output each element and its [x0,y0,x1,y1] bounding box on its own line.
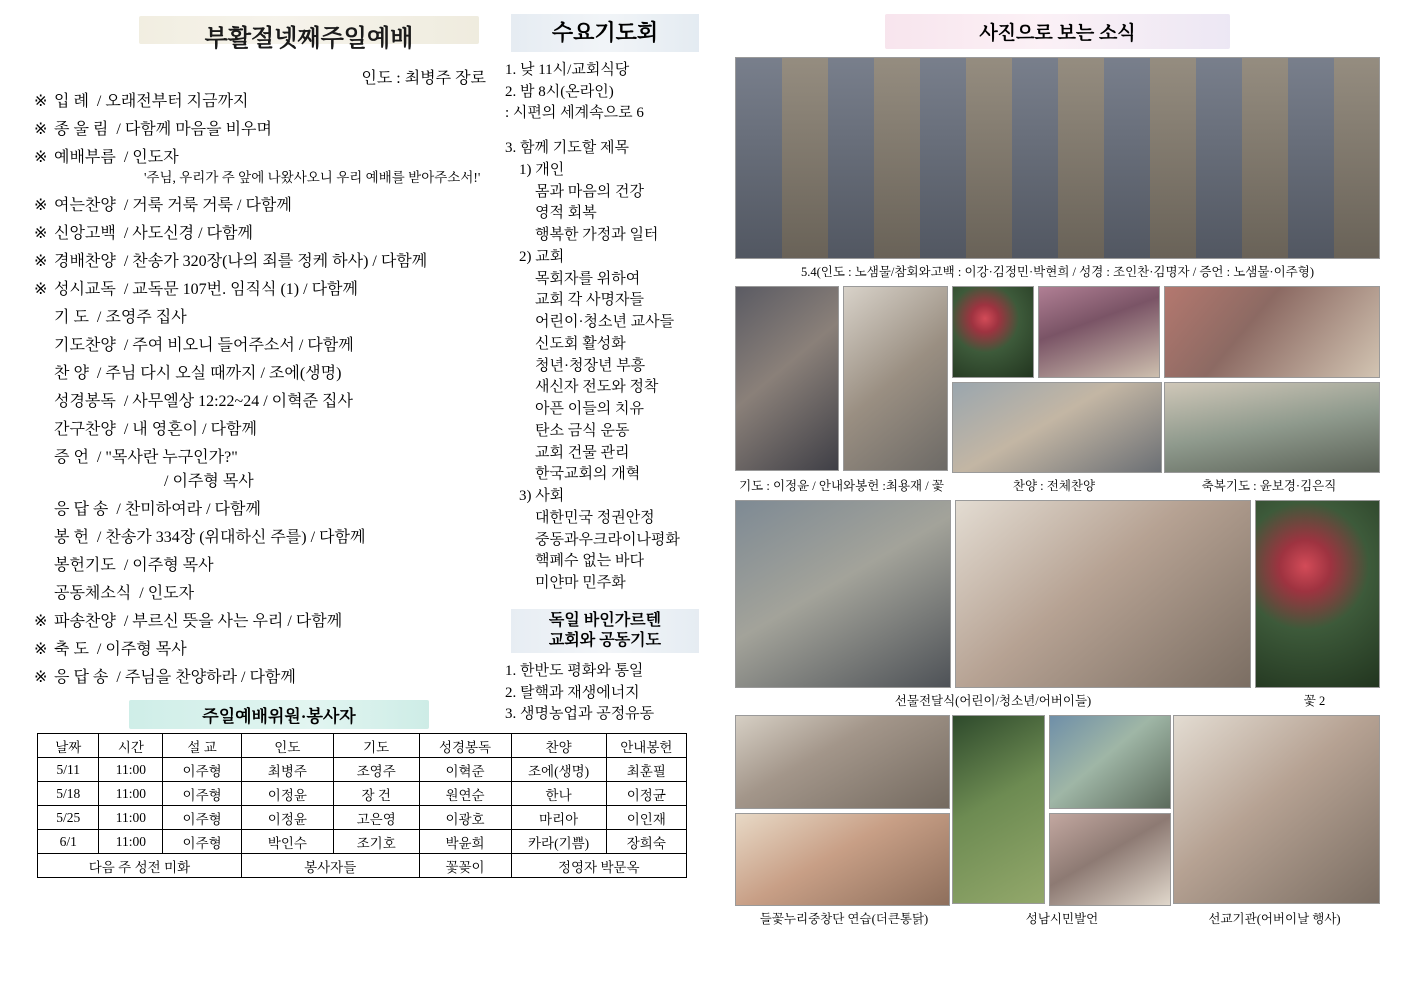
photo-group-citizen [1049,715,1169,906]
cell-date: 5/25 [38,806,99,830]
partner-pray-item: 2. 탈핵과 재생에너지 [505,684,640,701]
pray-item: 한국교회의 개혁 [535,466,641,483]
order-name: 여는찬양 [54,197,116,214]
cell-praise: 한나 [511,782,606,806]
order-name: 봉헌기도 [54,557,116,574]
caption-choir: 들꽃누리중창단 연습(더큰통닭) [759,912,929,926]
photo-gift-2 [955,500,1251,688]
photo-row-3 [735,500,1380,688]
order-value: 부르신 뜻을 사는 우리 / 다함께 [132,613,343,630]
photo-news-title: 사진으로 보는 소식 [885,14,1230,49]
order-mark: ※ [34,641,48,658]
pray-item: 교회 각 사명자들 [535,292,644,309]
pray-together-heading: 3. 함께 기도할 제목 [505,140,629,157]
table-row [38,830,687,854]
pray-item: 몸과 마음의 건강 [535,183,644,200]
cell-flower-names: 정영자 박문옥 [511,854,686,878]
prayer-time-item: 1. 낮 11시/교회식당 [505,61,630,78]
cell-leader: 이정윤 [241,782,333,806]
order-item: ※ 신앙고백 / 사도신경 / 다함께 [34,225,253,242]
order-item: ※ 성시교독 / 교독문 107번. 임직식 (1) / 다함께 [34,281,358,298]
pray-item: 아픈 이들의 치유 [535,401,644,418]
cell-date: 6/1 [38,830,99,854]
order-value: 조영주 집사 [105,309,187,326]
order-value: 다함께 마음을 비우며 [124,121,272,138]
cell-scripture: 원연순 [419,782,511,806]
order-item: ※ 경배찬양 / 찬송가 320장(나의 죄를 정케 하사) / 다함께 [34,253,428,270]
pray-item: 미얀마 민주화 [535,575,626,592]
cell-flower: 꽃꽂이 [419,854,511,878]
cell-usher: 이정균 [606,782,686,806]
cell-prayer: 장 건 [333,782,419,806]
th-prayer: 기도 [333,734,419,758]
caption-prayer: 기도 : 이정윤 / 안내와봉헌 :최용재 / 꽃 [739,479,944,493]
cell-next-week: 다음 주 성전 미화 [38,854,242,878]
order-item: 기도찬양 / 주여 비오니 들어주소서 / 다함께 [54,337,354,354]
caption-main: 5.4(인도 : 노샘물/참회와고백 : 이강·김정민·박현희 / 성경 : 조인찬·김명자 / 증언 : 노샘물·이주형) [801,265,1314,279]
photo-choir-2 [735,813,950,906]
order-value: 인도자 [147,585,195,602]
cell-leader: 최병주 [241,758,333,782]
order-name: 성경봉독 [54,393,116,410]
photo-main-worship [735,57,1380,259]
pray-item: 탄소 금식 운동 [535,422,630,439]
order-value: 교독문 107번. 임직식 (1) / 다함께 [132,281,358,298]
pray-item: 핵폐수 없는 바다 [535,553,644,570]
partner-church-heading: 독일 바인가르텐 교회와 공동기도 [505,609,705,653]
order-value: 사무엘상 12:22~24 / 이혁준 집사 [132,393,353,410]
pray-item: 대한민국 정권안정 [535,509,655,526]
order-item: 간구찬양 / 내 영혼이 / 다함께 [54,421,257,438]
photo-surface [736,58,1379,258]
order-mark: ※ [34,281,48,298]
order-item: ※ 축 도 / 이주형 목사 [34,641,187,658]
cell-prayer: 조기호 [333,830,419,854]
duty-table-title: 주일예배위원·봉사자 [129,700,429,729]
photo-group-choir [735,715,948,906]
worship-leader: 인도 : 최병주 장로 [361,70,486,87]
order-mark: ※ [34,197,48,214]
photo-choir-1 [735,715,950,809]
order-name: 찬 양 [54,365,89,382]
call-to-worship-quote: '주님, 우리가 주 앞에 나왔사오니 우리 예배를 받아주소서!' [144,170,481,185]
order-name: 종 울 림 [54,121,109,138]
caption-mission: 선교기관(어버이날 행사) [1208,912,1341,926]
photo-mission-agency [1173,715,1380,904]
pray-item: 청년·청장년 부흥 [535,357,646,374]
duty-table [37,733,687,878]
cell-leader: 박인수 [241,830,333,854]
order-item: 증 언 / "목사란 누구인가?" [54,449,238,466]
caption-citizen: 성남시민발언 [1025,912,1099,926]
cell-sermon: 이주형 [163,830,241,854]
photo-gift-1 [735,500,951,688]
order-item: ※ 예배부름 / 인도자 [34,149,179,166]
cell-date: 5/11 [38,758,99,782]
pray-item: 신도회 활성화 [535,335,626,352]
order-value: 내 영혼이 / 다함께 [132,421,257,438]
table-footer-row [38,854,687,878]
photo-news-column [735,14,1380,927]
th-usher: 안내봉헌 [606,734,686,758]
cell-time: 11:00 [99,830,163,854]
prayer-time-item: 2. 밤 8시(온라인) [505,83,614,100]
cell-sermon: 이주형 [163,758,241,782]
pray-item: 중동과우크라이나평화 [535,531,680,548]
order-name: 공동체소식 [54,585,132,602]
pray-item: 새신자 전도와 정착 [535,379,659,396]
cell-leader: 이정윤 [241,806,333,830]
order-name: 기 도 [54,309,89,326]
order-value: 사도신경 / 다함께 [132,225,253,242]
pray-item: 목회자를 위하여 [535,270,641,287]
photo-citizen-speech-3 [1049,813,1171,906]
worship-title: 부활절넷째주일예배 [139,14,479,55]
table-row [38,782,687,806]
order-value: 이주형 목사 [172,473,254,490]
cell-prayer: 조영주 [333,758,419,782]
order-mark: ※ [34,669,48,686]
caption-gift: 선물전달식(어린이/청소년/어버이들) [894,694,1092,708]
order-name: 축 도 [54,641,89,658]
photo-praise-2 [952,382,1162,473]
cell-date: 5/18 [38,782,99,806]
order-item: 기 도 / 조영주 집사 [54,309,187,326]
photo-group-prayer [735,286,948,473]
order-item: ※ 입 례 / 오래전부터 지금까지 [34,93,249,110]
order-value: 거룩 거룩 거룩 / 다함께 [132,197,292,214]
order-item: ※ 응 답 송 / 주님을 찬양하라 / 다함께 [34,669,296,686]
order-item: ※ 여는찬양 / 거룩 거룩 거룩 / 다함께 [34,197,292,214]
th-time: 시간 [99,734,163,758]
photo-prayer-2 [843,286,948,471]
photo-row-4 [735,715,1380,906]
pray-item: 교회 건물 관리 [535,444,630,461]
spacer [505,125,705,138]
order-item-preacher: / 이주형 목사 [164,473,254,490]
order-item: 봉헌기도 / 이주형 목사 [54,557,214,574]
cell-prayer: 고은영 [333,806,419,830]
order-value: 주님 다시 오실 때까지 / 조에(생명) [105,365,342,382]
order-mark: ※ [34,93,48,110]
order-mark: ※ [34,253,48,270]
wednesday-prayer-heading: 수요기도회 [505,14,705,52]
photo-blessing-2 [1164,382,1380,473]
cell-scripture: 박윤희 [419,830,511,854]
order-name: 신앙고백 [54,225,116,242]
cell-praise: 마리아 [511,806,606,830]
order-item: 찬 양 / 주님 다시 오실 때까지 / 조에(생명) [54,365,342,382]
photo-row-2 [735,286,1380,473]
cell-time: 11:00 [99,806,163,830]
cell-usher: 최훈필 [606,758,686,782]
cell-time: 11:00 [99,782,163,806]
caption-row-3 [735,691,1380,709]
prayer-meeting-column [505,14,705,726]
order-value: 이주형 목사 [105,641,187,658]
order-value: "목사란 누구인가?" [105,449,238,466]
order-item: 봉 헌 / 찬송가 334장 (위대하신 주를) / 다함께 [54,529,366,546]
photo-citizen-speech-1 [952,715,1045,904]
cell-scripture: 이혁준 [419,758,511,782]
order-name: 간구찬양 [54,421,116,438]
order-item: ※ 파송찬양 / 부르신 뜻을 사는 우리 / 다함께 [34,613,343,630]
pray-item: 어린이·청소년 교사들 [535,314,675,331]
order-name: 응 답 송 [54,501,109,518]
order-value: 찬미하여라 / 다함께 [124,501,261,518]
order-name: 증 언 [54,449,89,466]
order-mark: ※ [34,121,48,138]
cell-time: 11:00 [99,758,163,782]
order-item: ※ 종 울 림 / 다함께 마음을 비우며 [34,121,272,138]
table-header-row [38,734,687,758]
order-item: 성경봉독 / 사무엘상 12:22~24 / 이혁준 집사 [54,393,353,410]
cell-usher: 이인재 [606,806,686,830]
photo-praise-1 [1038,286,1160,378]
cell-praise: 카라(기쁨) [511,830,606,854]
order-name: 봉 헌 [54,529,89,546]
th-date: 날짜 [38,734,99,758]
caption-flower-2: 꽃 2 [1303,694,1326,708]
cell-sermon: 이주형 [163,806,241,830]
photo-group-praise [952,286,1160,473]
photo-blessing-1 [1164,286,1380,378]
order-value: 인도자 [132,149,179,166]
partner-pray-item: 1. 한반도 평화와 통일 [505,662,644,679]
order-name: 입 례 [54,93,89,110]
photo-flower-2 [1255,500,1380,688]
order-mark: ※ [34,613,48,630]
order-value: 이주형 목사 [132,557,214,574]
cell-sermon: 이주형 [163,782,241,806]
order-value: 주님을 찬양하라 / 다함께 [124,669,296,686]
order-value: 찬송가 334장 (위대하신 주를) / 다함께 [105,529,366,546]
order-name: 기도찬양 [54,337,116,354]
caption-row-2 [735,476,1380,494]
order-name: 응 답 송 [54,669,109,686]
th-praise: 찬양 [511,734,606,758]
prayer-topic-item: : 시편의 세계속으로 6 [505,105,644,122]
photo-flower-1 [952,286,1034,378]
order-item: 응 답 송 / 찬미하여라 / 다함께 [54,501,261,518]
order-value: 오래전부터 지금까지 [105,93,249,110]
photo-prayer-1 [735,286,839,471]
th-sermon: 설 교 [163,734,241,758]
cell-usher: 장희숙 [606,830,686,854]
order-name: 파송찬양 [54,613,116,630]
order-name: 예배부름 [54,149,116,166]
partner-pray-item: 3. 생명농업과 공정유동 [505,706,655,723]
order-value: 찬송가 320장(나의 죄를 정케 하사) / 다함께 [132,253,428,270]
photo-citizen-speech-2 [1049,715,1171,809]
pray-group-label-church: 2) 교회 [519,248,565,265]
th-leader: 인도 [241,734,333,758]
pray-item: 영적 회복 [535,205,597,222]
order-name: 경배찬양 [54,253,116,270]
photo-group-blessing [1164,286,1378,473]
table-row [38,758,687,782]
cell-praise: 조에(생명) [511,758,606,782]
pray-group-label-personal: 1) 개인 [519,161,565,178]
order-name: 성시교독 [54,281,116,298]
order-mark: ※ [34,149,48,166]
order-mark: ※ [34,225,48,242]
order-item: 공동체소식 / 인도자 [54,585,195,602]
caption-row-4 [735,909,1380,927]
pray-item: 행복한 가정과 일터 [535,227,659,244]
cell-scripture: 이광호 [419,806,511,830]
pray-group-label-society: 3) 사회 [519,488,565,505]
caption-blessing: 축복기도 : 윤보경·김은직 [1201,479,1337,493]
order-value: 주여 비오니 들어주소서 / 다함께 [132,337,354,354]
caption-praise: 찬양 : 전체찬양 [1012,479,1096,493]
th-scripture: 성경봉독 [419,734,511,758]
table-row [38,806,687,830]
cell-volunteers: 봉사자들 [241,854,419,878]
